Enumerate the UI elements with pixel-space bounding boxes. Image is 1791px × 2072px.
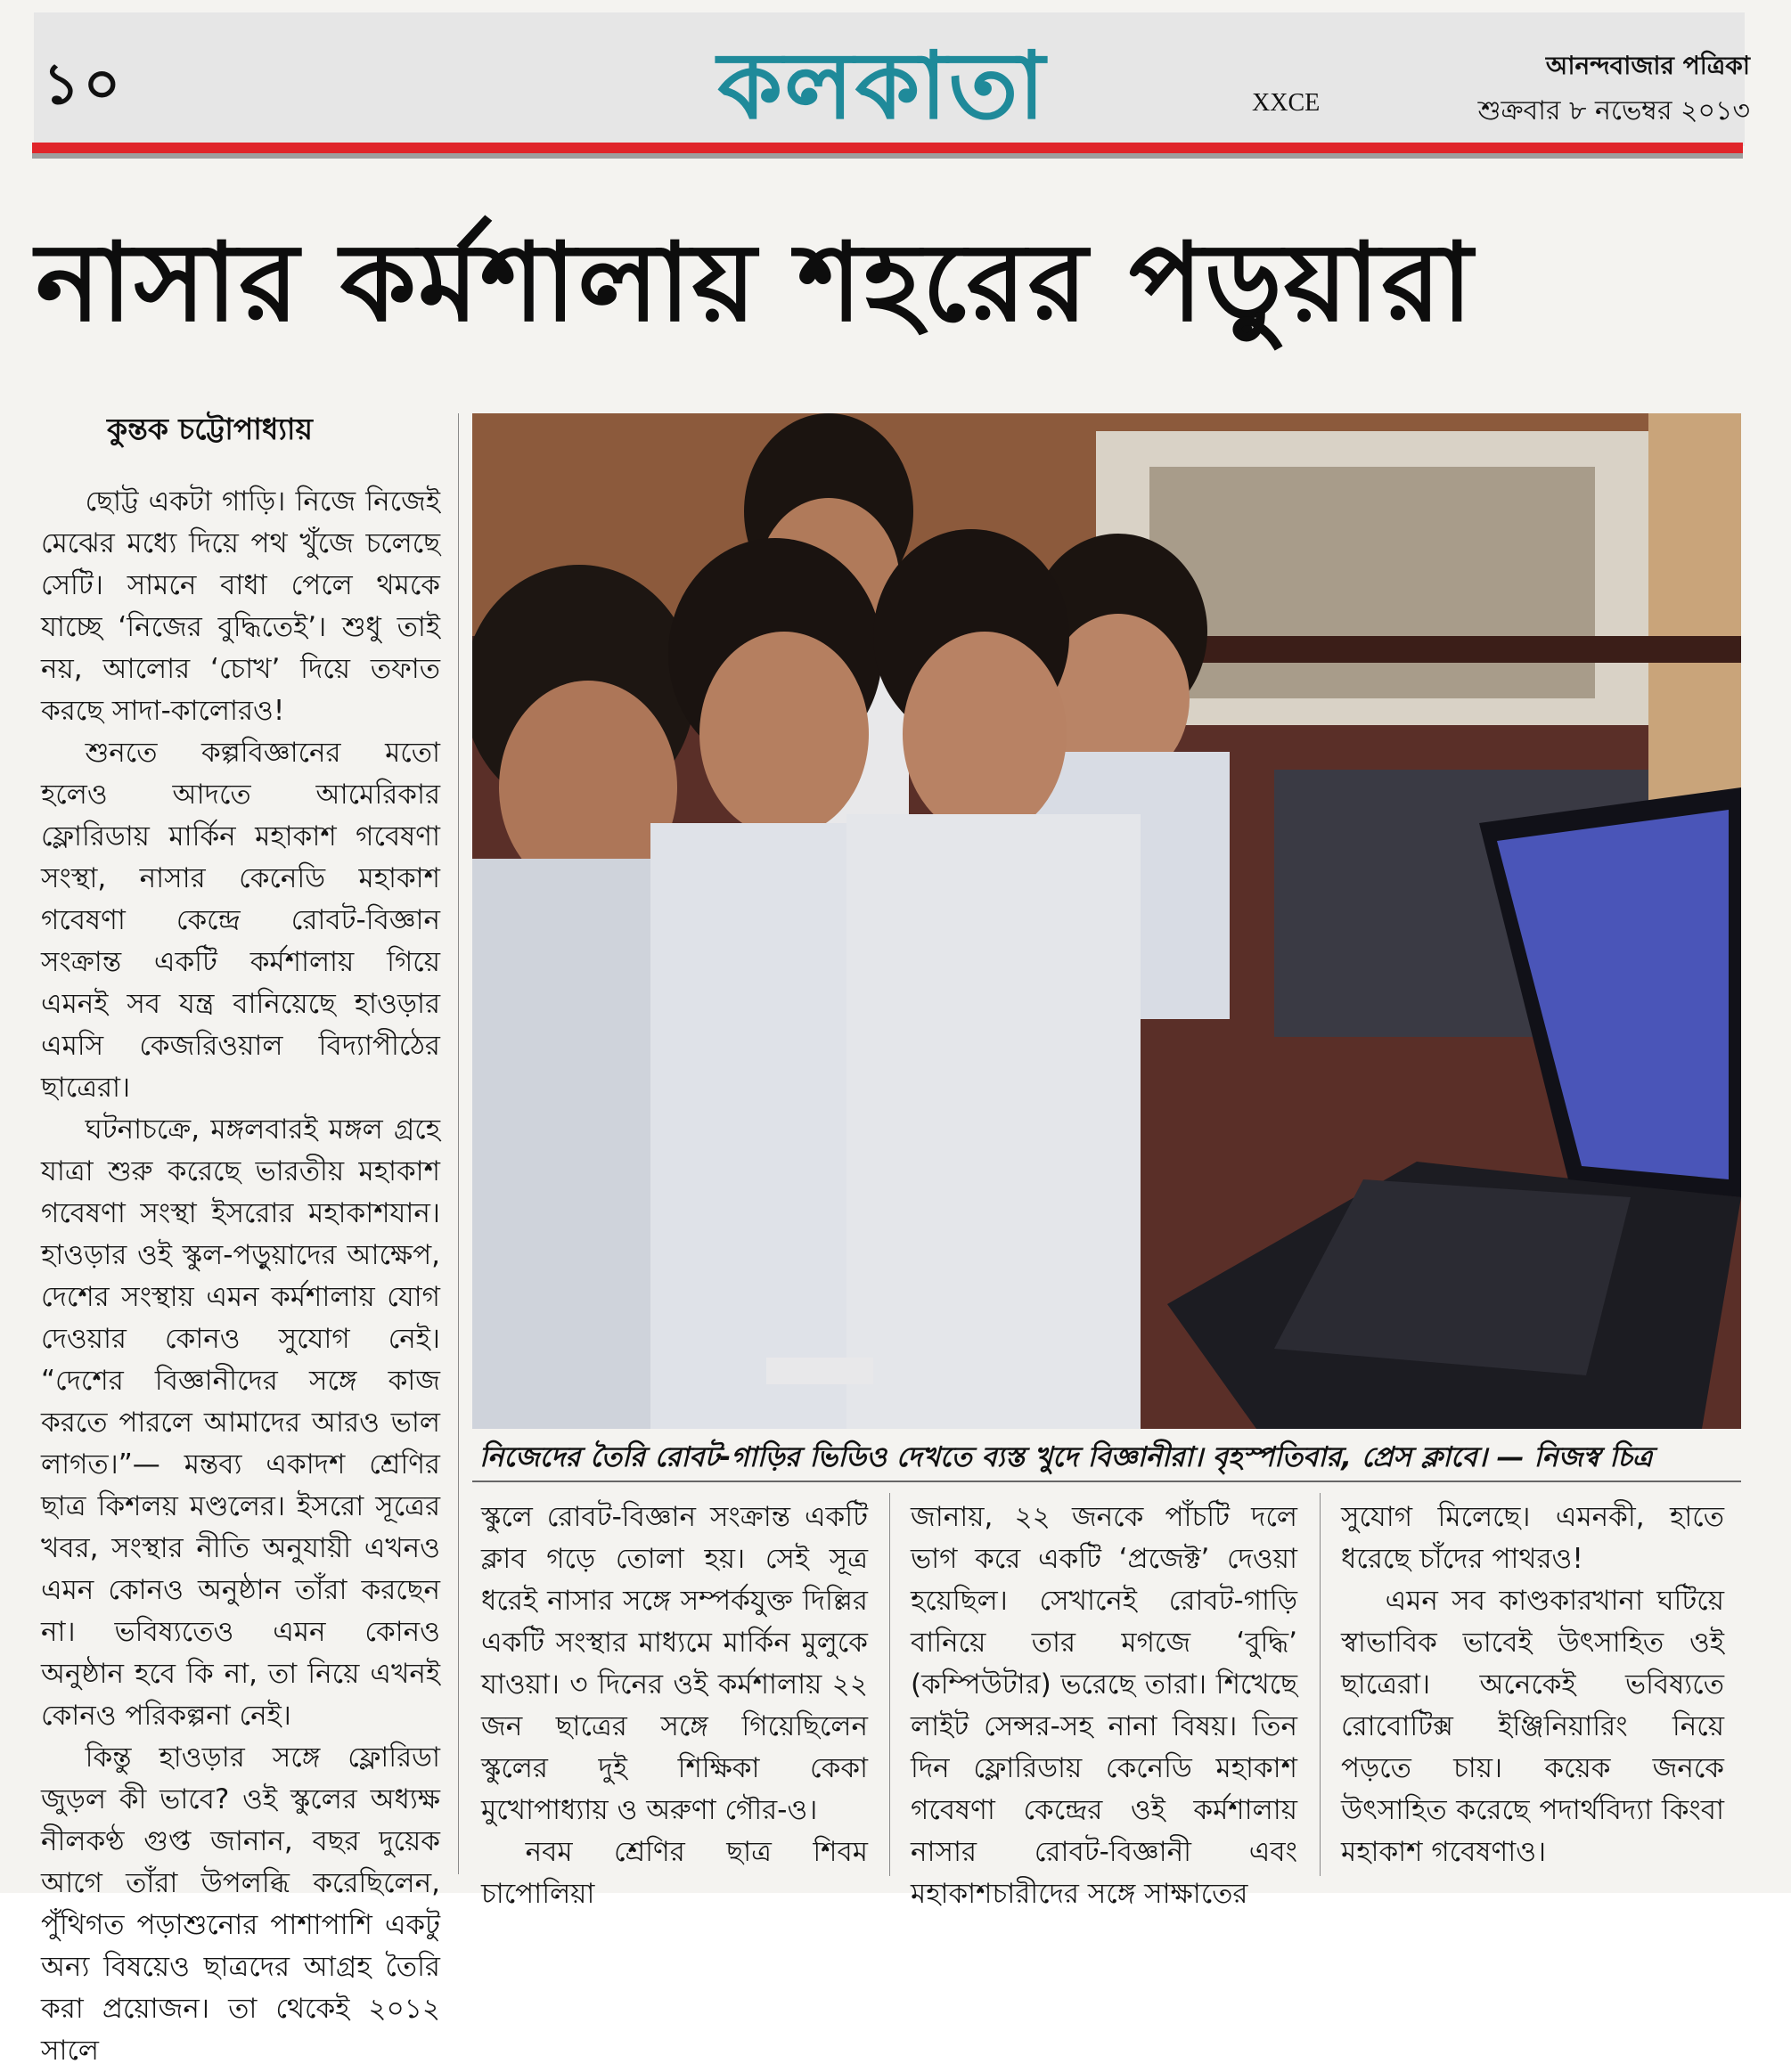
publication-date: শুক্রবার ৮ নভেম্বর ২০১৩ [1477, 95, 1750, 126]
article-photo [472, 413, 1741, 1429]
article-column-3 [911, 1497, 1297, 1915]
paragraph: নবম শ্রেণির ছাত্র শিবম চাপোলিয়া [481, 1836, 868, 1910]
article-column-2 [481, 1497, 868, 1915]
paragraph: ঘটনাচক্রে, মঙ্গলবারই মঙ্গল গ্রহে যাত্রা শুরু করেছে ভারতীয় মহাকাশ গবেষণা সংস্থা ইসরোর মহাকাশযান। হাওড়ার ওই স্কুল-পড়ুয়াদের আক্ষেপ, দেশের সংস্থায় এমন কর্মশালায় যোগ দেওয়ার কোনও সুযোগ নেই। “দেশের বিজ্ঞানীদের সঙ্গে কাজ করতে পারলে আমাদের আরও ভাল লাগত।”— মন্তব্য একাদশ শ্রেণির ছাত্র কিশলয় মণ্ডলের। ইসরো সূত্রের খবর, সংস্থার নীতি অনুযায়ী এখনও এমন কোনও অনুষ্ঠান তাঁরা করছেন না। ভবিষ্যতেও এমন কোনও অনুষ্ঠান হবে কি না, তা নিয়ে এখনই কোনও পরিকল্পনা নেই। [41, 1113, 440, 1732]
paragraph: স্কুলে রোবট-বিজ্ঞান সংক্রান্ত একটি ক্লাব গড়ে তোলা হয়। সেই সূত্র ধরেই নাসার সঙ্গে সম্পর্কযুক্ত দিল্লির একটি সংস্থার মাধ্যমে মার্কিন মুলুকে যাওয়া। ৩ দিনের ওই কর্মশালায় ২২ জন ছাত্রের সঙ্গে গিয়েছিলেন স্কুলের দুই শিক্ষিকা কেকা মুখোপাধ্যায় ও অরুণা গৌর-ও। [481, 1501, 868, 1826]
column-divider [1320, 1493, 1321, 1876]
masthead-red-rule [32, 143, 1743, 153]
section-title: কলকাতা [717, 31, 1047, 140]
column-divider [889, 1493, 890, 1876]
paragraph: ছোট্ট একটা গাড়ি। নিজে নিজেই মেঝের মধ্যে দিয়ে পথ খুঁজে চলেছে সেটি। সামনে বাধা পেলে থমকে যাচ্ছে ‘নিজের বুদ্ধিতেই’। শুধু তাই নয়, আলোর ‘চোখ’ দিয়ে তফাত করছে সাদা-কালোরও! [41, 485, 440, 727]
edition-code: XXCE [1252, 89, 1321, 117]
article-column-4 [1341, 1497, 1724, 1873]
paragraph: সুযোগ মিলেছে। এমনকী, হাতে ধরেছে চাঁদের পাথরও! [1341, 1501, 1724, 1575]
paragraph: শুনতে কল্পবিজ্ঞানের মতো হলেও আদতে আমেরিকার ফ্লোরিডায় মার্কিন মহাকাশ গবেষণা সংস্থা, নাসার কেনেডি মহাকাশ গবেষণা কেন্দ্রে রোবট-বিজ্ঞান সংক্রান্ত একটি কর্মশালায় গিয়ে এমনই সব যন্ত্র বানিয়েছে হাওড়ার এমসি কেজরিওয়াল বিদ্যাপীঠের ছাত্রেরা। [41, 737, 440, 1104]
article-headline: নাসার কর্মশালায় শহরের পড়ুয়ারা [36, 219, 1475, 346]
masthead-grey-rule [32, 153, 1743, 159]
column-divider [458, 413, 459, 1874]
paper-name: আনন্দবাজার পত্রিকা [1545, 51, 1750, 80]
caption-rule [472, 1481, 1741, 1482]
article-column-1 [41, 481, 440, 2072]
paragraph: জানায়, ২২ জনকে পাঁচটি দলে ভাগ করে একটি ‘প্রজেক্ট’ দেওয়া হয়েছিল। সেখানেই রোবট-গাড়ি বানিয়ে তার মগজে ‘বুদ্ধি’ (কম্পিউটার) ভরেছে তারা। শিখেছে লাইট সেন্সর-সহ নানা বিষয়। তিন দিন ফ্লোরিডায় কেনেডি মহাকাশ গবেষণা কেন্দ্রের ওই কর্মশালায় নাসার রোবট-বিজ্ঞানী এবং মহাকাশচারীদের সঙ্গে সাক্ষাতের [911, 1501, 1297, 1910]
paragraph: কিন্তু হাওড়ার সঙ্গে ফ্লোরিডা জুড়ল কী ভাবে? ওই স্কুলের অধ্যক্ষ নীলকণ্ঠ গুপ্ত জানান, বছর দুয়েক আগে তাঁরা উপলব্ধি করেছিলেন, পুঁথিগত পড়াশুনোর পাশাপাশি একটু অন্য বিষয়েও ছাত্রদের আগ্রহ তৈরি করা প্রয়োজন। তা থেকেই ২০১২ সালে [41, 1742, 440, 2067]
students-at-laptop-photo [472, 413, 1741, 1429]
article-byline: কুন্তক চট্টোপাধ্যায় [107, 412, 313, 446]
photo-caption: নিজেদের তৈরি রোবট-গাড়ির ভিডিও দেখতে ব্যস্ত খুদে বিজ্ঞানীরা। বৃহস্পতিবার, প্রেস ক্লাবে। — নিজস্ব চিত্র [479, 1441, 1653, 1473]
page-number: ১০ [43, 52, 125, 118]
paragraph: এমন সব কাণ্ডকারখানা ঘটিয়ে স্বাভাবিক ভাবেই উৎসাহিত ওই ছাত্রেরা। অনেকেই ভবিষ্যতে রোবোটিক্স ইঞ্জিনিয়ারিং নিয়ে পড়তে চায়। কয়েক জনকে উৎসাহিত করেছে পদার্থবিদ্যা কিংবা মহাকাশ গবেষণাও। [1341, 1585, 1724, 1868]
